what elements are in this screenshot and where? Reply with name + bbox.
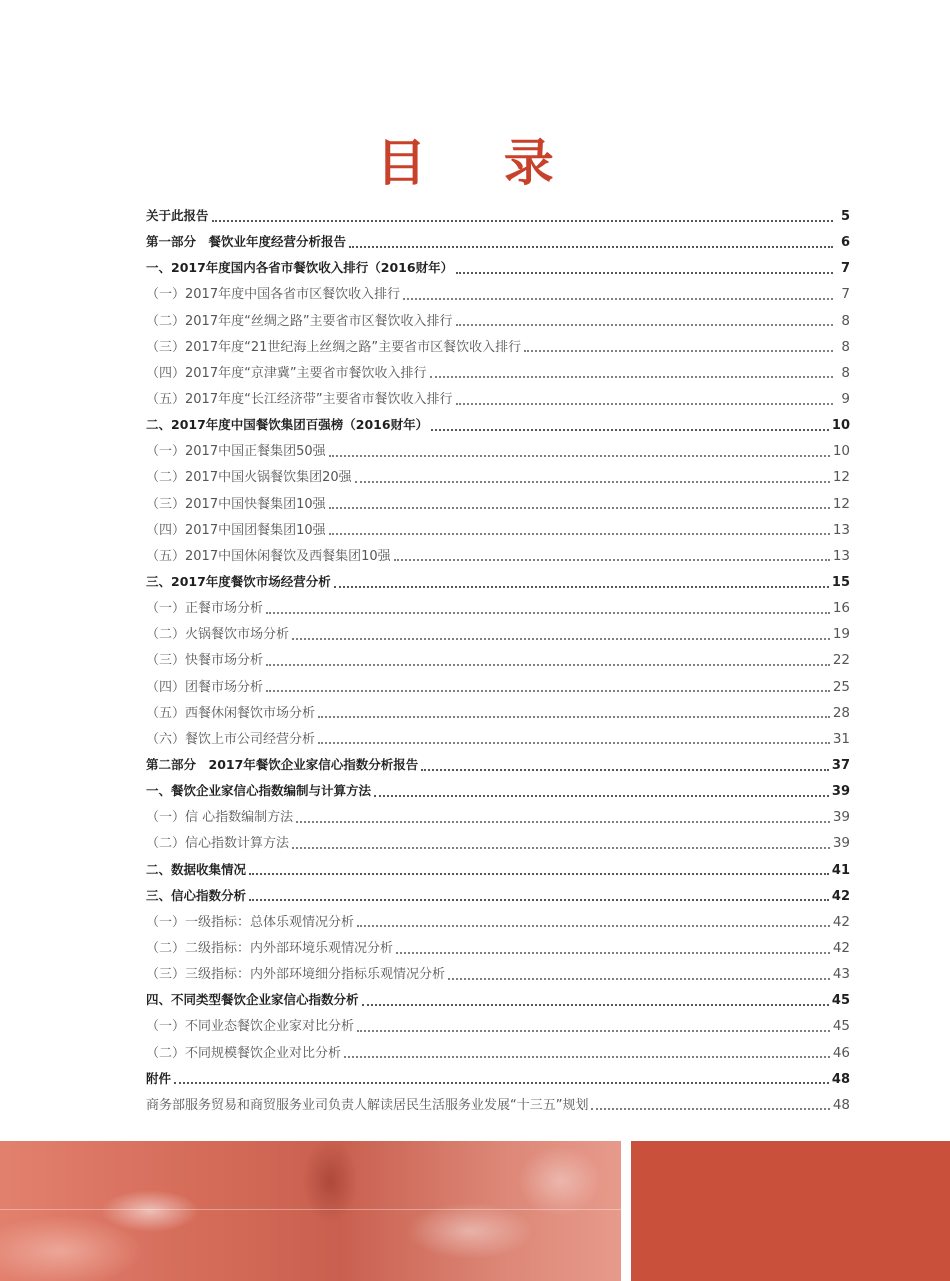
toc-page-number: 8 [841,364,850,381]
toc-entry-label: （二）火锅餐饮市场分析 [146,627,290,643]
toc-entry-label: 关于此报告 [146,208,209,223]
toc-entry-label: （五）2017中国休闲餐饮及西餐集团10强 [146,548,391,564]
toc-heading-entry[interactable] [146,255,850,281]
dot-leader [292,846,830,849]
dot-leader [329,532,830,535]
toc-entry-label: （一）一级指标：总体乐观情况分析 [146,914,355,930]
toc-sub-entry[interactable] [146,334,850,360]
toc-page-number: 13 [832,521,850,538]
toc-page-number: 8 [841,338,850,355]
toc-entry-label: （二）信心指数计算方法 [146,836,290,852]
dot-leader [212,219,833,222]
dot-leader [456,402,833,405]
toc-page-number: 15 [831,574,850,590]
toc-page-number: 25 [832,678,850,695]
toc-entry-label: 三、2017年度餐饮市场经营分析 [146,573,331,589]
toc-page-number: 22 [832,652,850,669]
toc-page-number: 37 [831,757,850,773]
toc-sub-entry[interactable] [146,543,850,569]
toc-sub-entry[interactable] [146,281,850,307]
dot-leader [362,1003,829,1006]
toc-page-number: 10 [832,443,850,460]
toc-sub-entry[interactable] [146,308,850,334]
toc-sub-entry[interactable] [146,517,850,543]
toc-entry-label: （一）信 心指数编制方法 [146,810,294,826]
toc-page-number: 39 [832,835,850,852]
toc-entry-label: 商务部服务贸易和商贸服务业司负责人解读居民生活服务业发展“十三五”规划 [146,1097,589,1113]
toc-entry-label: （六）餐饮上市公司经营分析 [146,731,316,747]
dot-leader [249,898,829,901]
toc-page-number: 31 [832,730,850,747]
toc-entry-label: 二、2017年度中国餐饮集团百强榜（2016财年） [146,417,429,433]
toc-page-number: 39 [831,784,850,800]
toc-sub-entry[interactable] [146,935,850,961]
toc-sub-entry[interactable] [146,386,850,412]
toc-entry-label: （二）二级指标：内外部环境乐观情况分析 [146,940,394,956]
toc-entry-label: （二）2017年度“丝绸之路”主要省市区餐饮收入排行 [146,313,453,329]
toc-entry-label: 第一部分 餐饮业年度经营分析报告 [146,234,347,250]
toc-page-number: 9 [841,390,850,407]
dot-leader [329,506,830,509]
toc-sub-entry[interactable] [146,438,850,464]
toc-sub-entry[interactable] [146,1040,850,1066]
dot-leader [431,428,829,431]
dot-leader [349,245,833,248]
dot-leader [403,297,833,300]
toc-heading-entry[interactable] [146,203,850,229]
toc-entry-label: （五）西餐休闲餐饮市场分析 [146,705,316,721]
dot-leader [430,375,833,378]
toc-entry-label: 二、数据收集情况 [146,861,247,877]
toc-sub-entry[interactable] [146,360,850,386]
dot-leader [318,715,830,718]
toc-entry-label: （一）2017年度中国各省市区餐饮收入排行 [146,287,401,303]
toc-page-number: 12 [832,495,850,512]
toc-page-number: 7 [840,261,850,277]
toc-page-number: 39 [832,809,850,826]
toc-page-number: 19 [832,626,850,643]
toc-entry-label: （二）不同规模餐饮企业对比分析 [146,1045,342,1061]
toc-page-number: 28 [832,704,850,721]
toc-page-number: 5 [840,209,850,224]
toc-entry-label: （一）2017中国正餐集团50强 [146,444,326,460]
toc-sub-entry[interactable] [146,491,850,517]
dot-leader [394,558,830,561]
toc-sub-entry[interactable] [146,647,850,673]
toc-entry-label: 一、2017年度国内各省市餐饮收入排行（2016财年） [146,260,454,276]
toc-entry-label: （四）2017中国团餐集团10强 [146,522,326,538]
dot-leader [448,977,830,980]
dot-leader [292,637,830,640]
toc-page-number: 45 [832,1018,850,1035]
dot-leader [329,454,830,457]
dot-leader [266,663,830,666]
toc-heading-entry[interactable] [146,778,850,804]
dot-leader [357,1029,830,1032]
dot-leader [249,872,829,875]
toc-page-number: 48 [831,1071,850,1087]
toc-heading-entry[interactable] [146,883,850,909]
toc-entry-label: （三）快餐市场分析 [146,653,264,669]
toc-sub-entry[interactable] [146,961,850,987]
dot-leader [374,794,829,797]
toc-entry-label: （三）2017中国快餐集团10强 [146,496,326,512]
toc-sub-entry[interactable] [146,464,850,490]
toc-heading-entry[interactable] [146,1066,850,1092]
toc-entry-label: （三）三级指标：内外部环境细分指标乐观情况分析 [146,967,446,983]
dot-leader [355,480,830,483]
toc-sub-entry[interactable] [146,674,850,700]
toc-entry-label: （四）2017年度“京津冀”主要省市餐饮收入排行 [146,365,427,381]
dot-leader [344,1055,830,1058]
toc-heading-entry[interactable] [146,229,850,255]
dot-leader [357,924,830,927]
toc-page-number: 7 [841,286,850,303]
toc-heading-entry[interactable] [146,412,850,438]
dot-leader [591,1107,829,1110]
toc-page-number: 42 [832,939,850,956]
table-of-contents [146,203,850,1118]
dot-leader [334,585,829,588]
toc-page-number: 16 [832,600,850,617]
dot-leader [456,271,833,274]
toc-sub-entry[interactable] [146,595,850,621]
toc-page-number: 10 [831,418,850,434]
toc-sub-entry[interactable] [146,830,850,856]
toc-page-number: 42 [831,888,850,904]
toc-page-number: 45 [831,993,850,1009]
toc-page-number: 6 [840,235,850,251]
dot-leader [524,349,833,352]
toc-entry-label: 四、不同类型餐饮企业家信心指数分析 [146,992,359,1008]
toc-sub-entry[interactable] [146,621,850,647]
toc-entry-label: 附件 [146,1070,172,1086]
toc-entry-label: 三、信心指数分析 [146,887,247,903]
toc-page-number: 12 [832,469,850,486]
toc-entry-label: 第二部分 2017年餐饮企业家信心指数分析报告 [146,756,419,772]
toc-page-number: 42 [832,913,850,930]
decorative-food-photo [0,1141,621,1281]
toc-entry-label: （三）2017年度“21世纪海上丝绸之路”主要省市区餐饮收入排行 [146,339,522,355]
toc-page-number: 48 [832,1096,850,1113]
toc-sub-entry[interactable] [146,909,850,935]
decorative-color-block [631,1141,950,1281]
toc-entry-label: （四）团餐市场分析 [146,679,264,695]
toc-page-number: 13 [832,547,850,564]
toc-page-number: 41 [831,862,850,878]
dot-leader [296,820,830,823]
toc-heading-entry[interactable] [146,857,850,883]
dot-leader [266,689,830,692]
toc-entry-label: （五）2017年度“长江经济带”主要省市餐饮收入排行 [146,391,453,407]
toc-page-number: 8 [841,312,850,329]
toc-entry-label: （一）不同业态餐饮企业家对比分析 [146,1019,355,1035]
toc-heading-entry[interactable] [146,987,850,1013]
toc-sub-entry[interactable] [146,726,850,752]
toc-sub-entry[interactable] [146,700,850,726]
toc-heading-entry[interactable] [146,752,850,778]
dot-leader [421,768,829,771]
dot-leader [396,951,830,954]
toc-page-number: 46 [832,1044,850,1061]
page-title: 目 录 [376,134,584,192]
toc-page-number: 43 [832,966,850,983]
toc-sub-entry[interactable] [146,804,850,830]
dot-leader [456,323,833,326]
toc-sub-entry[interactable] [146,1013,850,1039]
toc-sub-entry[interactable] [146,1092,850,1118]
dot-leader [318,741,830,744]
toc-heading-entry[interactable] [146,569,850,595]
dot-leader [266,611,830,614]
dot-leader [174,1081,829,1084]
toc-entry-label: 一、餐饮企业家信心指数编制与计算方法 [146,783,372,799]
toc-entry-label: （一）正餐市场分析 [146,601,264,617]
toc-entry-label: （二）2017中国火锅餐饮集团20强 [146,470,352,486]
